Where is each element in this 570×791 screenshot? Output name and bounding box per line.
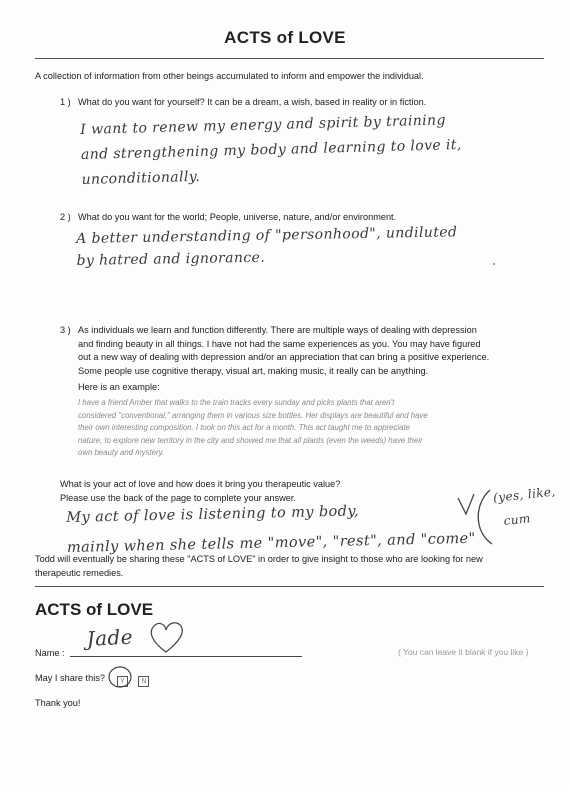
intro-text: A collection of information from other beings accumulated to inform and empower the individual. (35, 71, 424, 81)
q1-prompt: What do you want for yourself? It can be a dream, a wish, based in reality or in fiction. (78, 97, 427, 107)
example-text (78, 397, 428, 460)
q3-prompt-line: and finding beauty in all things. I have not had the same experiences as you. You may have figured (78, 338, 481, 349)
name-value: Jade (86, 624, 134, 651)
name-label: Name : (35, 648, 65, 658)
margin-note (492, 479, 559, 533)
q1-answer (80, 108, 463, 193)
q3-answer-line: My act of love is listening to my body, (66, 503, 360, 526)
q3-question-line: What is your act of love and how does it bring you therapeutic value? (60, 479, 341, 489)
q3-prompt-line: Some people use cognitive therapy, visual art, making music, it really can be anything. (78, 365, 429, 376)
q1-answer-line: and strengthening my body and learning to love it, (80, 137, 462, 163)
heart-icon (146, 620, 186, 656)
yes-circle-mark (106, 662, 134, 690)
closing-line: Todd will eventually be sharing these "ACTS of LOVE" in order to give insight to those who are looking for new (35, 554, 483, 564)
closing-text (35, 553, 483, 580)
closing-line: therapeutic remedies. (35, 567, 124, 578)
name-line[interactable] (70, 656, 302, 657)
thanks-text: Thank you! (35, 698, 81, 708)
q3-answer-line: mainly when she tells me "move", "rest", and "come" (66, 530, 476, 556)
q2-answer (76, 221, 458, 272)
q3-question-line: Please use the back of the page to complete your answer. (60, 492, 296, 503)
margin-note-line: (yes, like, (492, 484, 557, 505)
check-mark-icon (458, 494, 474, 514)
page-title: ACTS of LOVE (224, 28, 346, 47)
example-line: their own interesting composition. I took on this act for a month. This act taught me to appreciate (78, 423, 410, 432)
q1-answer-line: I want to renew my energy and spirit by training (80, 112, 447, 138)
q3-prompt-line: out a new way of dealing with depression and/or an appreciation that can bring a positive experience. (78, 352, 490, 362)
q1-answer-line: unconditionally. (81, 168, 201, 188)
example-label: Here is an example: (78, 382, 160, 392)
share-label: May I share this? (35, 673, 105, 683)
example-line: nature, to explore new territory in the city and showed me that all plants (even the weeds) have their (78, 435, 423, 445)
q2-answer-line: by hatred and ignorance. (76, 249, 266, 269)
footer-title: ACTS of LOVE (35, 600, 154, 619)
q2-answer-line: A better understanding of "personhood", undiluted (76, 224, 458, 247)
q3-number: 3 ) (60, 325, 71, 335)
open-paren-mark (478, 490, 492, 544)
q2-prompt: What do you want for the world; People, universe, nature, and/or environment. (78, 212, 397, 222)
no-checkbox[interactable]: N (138, 676, 149, 687)
margin-note-line: cum (502, 511, 532, 528)
q1-number: 1 ) (60, 97, 71, 107)
stray-mark (493, 263, 495, 265)
q2-number: 2 ) (60, 212, 71, 222)
blank-note: ( You can leave it blank if you like ) (398, 647, 529, 657)
example-line: considered "conventional," arranging them in various size bottles. Her displays are beautiful and have (78, 410, 428, 420)
yes-checkbox[interactable]: Y (117, 676, 128, 687)
section-rule (35, 586, 544, 587)
example-line: I have a friend Amber that walks to the train tracks every sunday and picks plants that aren't (78, 398, 395, 407)
header-rule (35, 58, 544, 59)
example-line: own beauty and mystery. (78, 448, 165, 457)
q3-prompt (78, 324, 489, 378)
q3-prompt-line: As individuals we learn and function differently. There are multiple ways of dealing with depression (78, 325, 477, 335)
